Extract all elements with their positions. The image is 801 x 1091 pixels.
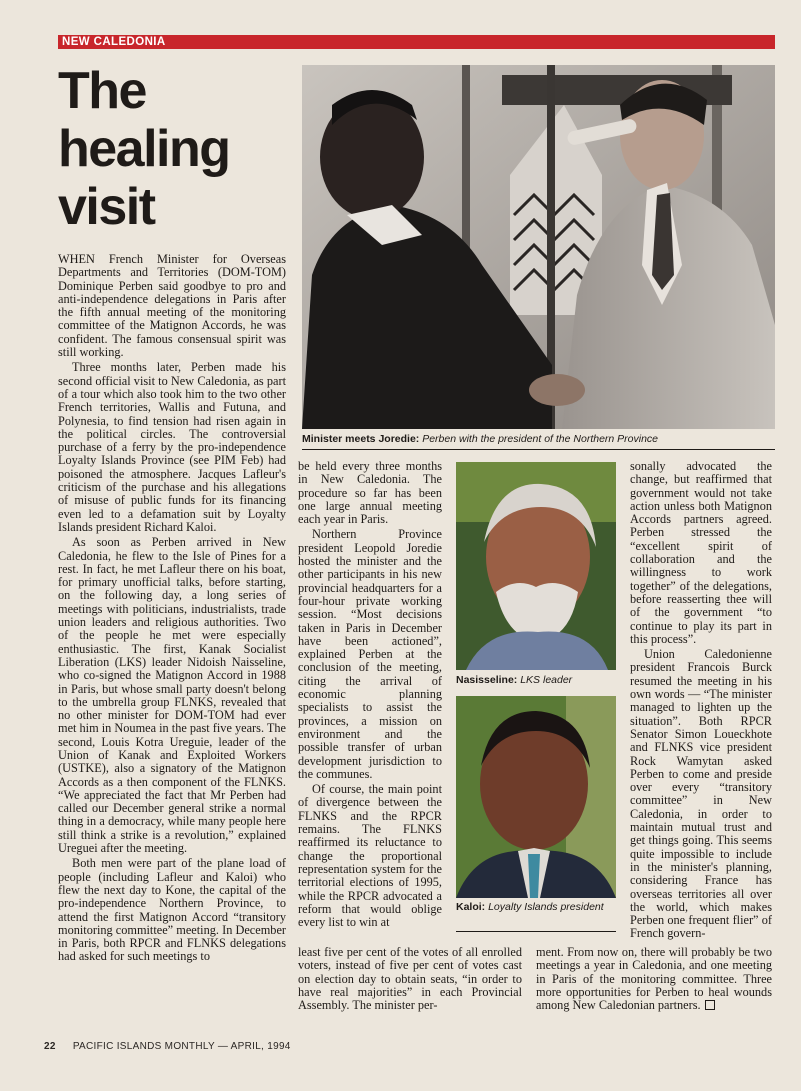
- column-3-wide-paragraph: [536, 946, 772, 1012]
- column-3-paragraph: sonally advocated the change, but reaffirmed that government would not take action unless both Matignon Accords partners agreed. Perben stressed the “excellent spirit of collaboration and the willingness to work together” of the delegations, before reasserting thee will of the government “to continue to play its part in this process”.: [630, 460, 772, 646]
- page-number: 22: [44, 1041, 56, 1052]
- column-2-wide: [298, 946, 522, 1016]
- headline-line-2: healing: [58, 120, 230, 178]
- main-photo-caption: [302, 433, 775, 446]
- portrait-1-illustration: [456, 462, 616, 670]
- main-photo: [302, 65, 775, 429]
- column-1-paragraph: As soon as Perben arrived in New Caledonia, he flew to the Isle of Pines for a rest. In fact, he met Lafleur there on his boat, for primary unofficial talks, before starting, on the following day, a long series of meetings with politicians, industrialists, trade union leaders and religious authorities. Two of the people he met were especially enthusiastic. The first, Kanak Socialist Liberation (LKS) leader Nidoish Naisseline, who co-signed the Matignon Accord in 1988 in Paris, but whose small party doesn't belong to the umbrella group FLNKS, revealed that no other minister for DOM-TOM had ever met him in Noumea in the past five years. The second, Louis Kotra Ureguie, leader of the Union of Kanak and Exploited Workers (USTKE), also a signatory of the Matignon Accords as a then component of the FLNKS. “We appreciated the fact that Mr Perben had called our December general strike a normal thing in a democracy, while many people here still think a strike is a revolution,” explained Ureguei after the meeting.: [58, 535, 286, 856]
- caption-rule: [302, 449, 775, 450]
- main-photo-caption-lead: Minister meets Joredie:: [302, 433, 420, 445]
- column-3-paragraph: Union Caledonienne president Francois Burck resumed the meeting in his own words — “The minister managed to lighten up the situation”. Both RPCR Senator Simon Loueckhote and FLNKS vice president Rock Wamytan asked Perben to come and preside over every “transitory committee” in New Caledonia, in order to maintain mutual trust and get things going. This seems quite impossible to include in the minister's planning, considering France has overseas territories all over the world, which makes Perben one frequent flier” of French govern-: [630, 647, 772, 941]
- portrait-1-caption-lead: Nasisseline:: [456, 674, 518, 686]
- portrait-2-caption-lead: Kaloi:: [456, 901, 486, 913]
- column-3-wide-text: ment. From now on, there will probably be two meetings a year in Caledonia, and one meeting in Paris of the monitoring committee. Three more opportunities for Perben to heal wounds among New Caledonian partners.: [536, 946, 772, 1013]
- column-3: [630, 460, 772, 945]
- headline: [58, 62, 298, 236]
- portrait-2-rule: [456, 931, 616, 932]
- portrait-1-caption: [456, 674, 616, 687]
- portrait-2-caption-text: Loyalty Islands president: [488, 901, 604, 913]
- column-1-paragraph: Three months later, Perben made his second official visit to New Caledonia, as part of a tour which also took him to the two other French territories, Wallis and Futuna, and Polynesia, to find tension had risen again in the political circles. The controversial purchase of a ferry by the pro-independence Loyalty Islands Province (see PIM Feb) had poisoned the atmosphere. Jacques Lafleur's criticism of the purchase and his allegations of misuse of public funds for its financing even led to a defamation suit by Loyalty Islands president Richard Kaloi.: [58, 360, 286, 534]
- portrait-1-caption-text: LKS leader: [520, 674, 573, 686]
- column-1: [58, 253, 286, 1023]
- portrait-2: [456, 696, 616, 898]
- main-photo-illustration: [302, 65, 775, 429]
- column-2-paragraph: be held every three months in New Caledonia. The procedure so far has been one large annual meeting each year in Paris.: [298, 460, 442, 527]
- headline-line-1: The: [58, 62, 146, 120]
- column-3-wide: [536, 946, 772, 1026]
- headline-line-3: visit: [58, 178, 155, 236]
- portrait-1: [456, 462, 616, 670]
- footer: [44, 1041, 291, 1052]
- column-2: [298, 460, 442, 945]
- portrait-2-caption: [456, 901, 616, 914]
- end-mark-icon: [705, 1000, 715, 1010]
- column-2-paragraph: Northern Province president Leopold Joredie hosted the minister and the other participants in his new provincial headquarters for a four-hour private working session. “Most decisions taken in Paris in December have been actioned”, explained Perben at the conclusion of the meeting, citing the arrival of economic planning specialists to assist the provinces, a mission on environment and the possible transfer of urban development jurisdiction to the communes.: [298, 527, 442, 781]
- column-2-wide-paragraph: least five per cent of the votes of all enrolled voters, instead of five per cent of votes cast on election day to obtain seats, “in order to have real majorities” in each Provincial Assembly. The minister per-: [298, 946, 522, 1013]
- column-1-paragraph: WHEN French Minister for Overseas Departments and Territories (DOM-TOM) Dominique Perben said goodbye to pro and anti-independence delegations in Paris after the fifth annual meeting of the monitoring committee of the Matignon Accords, he was confident. The famous consensual spirit was still working.: [58, 253, 286, 360]
- main-photo-caption-text: Perben with the president of the Northern Province: [422, 433, 659, 445]
- section-label: NEW CALEDONIA: [62, 36, 166, 48]
- column-1-paragraph: Both men were part of the plane load of people (including Lafleur and Kaloi) who flew the next day to Kone, the capital of the pro-independence Northern Province, to attend the first Matignon Accord “transitory monitoring committee” meeting. In December in Paris, both RPCR and FLNKS delegations had asked for such meetings to: [58, 856, 286, 964]
- column-2-paragraph: Of course, the main point of divergence between the FLNKS and the RPCR remains. The FLNKS reaffirmed its reluctance to change the proportional representation system for the territorial elections of 1995, while the RPCR advocated a reform that would oblige every list to win at: [298, 782, 442, 930]
- publication-line: PACIFIC ISLANDS MONTHLY — APRIL, 1994: [72, 1041, 291, 1052]
- portrait-2-illustration: [456, 696, 616, 898]
